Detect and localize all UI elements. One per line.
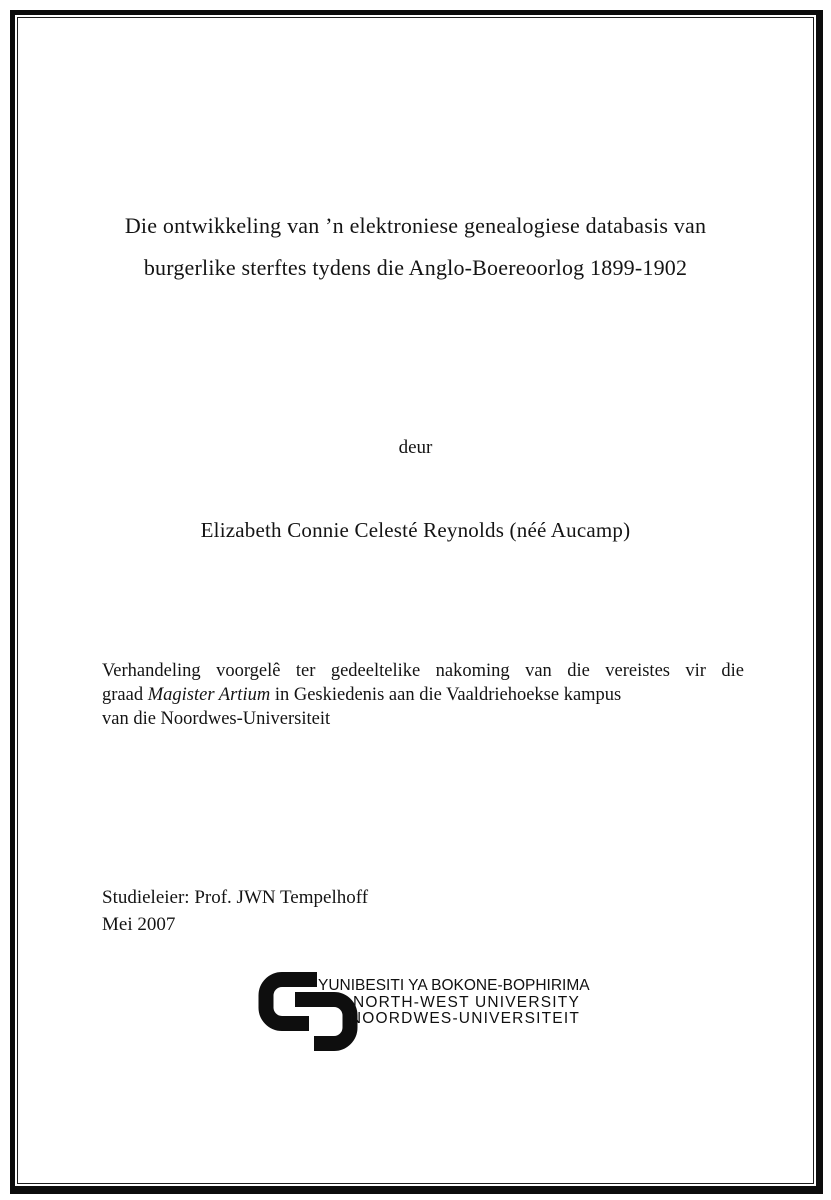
- declaration-line-2-post: in Geskiedenis aan die Vaaldriehoekse kampus: [270, 685, 622, 705]
- thesis-title: [60, 205, 771, 289]
- thesis-title-line-1: Die ontwikkeling van ’n elektroniese genealogiese databasis van: [124, 213, 707, 238]
- logo-line-english: NORTH-WEST UNIVERSITY: [352, 993, 580, 1011]
- university-logo-text: [318, 971, 590, 1028]
- author-name: Elizabeth Connie Celesté Reynolds (néé Aucamp): [200, 518, 631, 542]
- declaration-line-3: van die Noordwes-Universiteit: [102, 709, 331, 729]
- supervisor-line: Studieleier: Prof. JWN Tempelhoff: [102, 887, 369, 908]
- logo-line-afrikaans: NOORDWES-UNIVERSITEIT: [349, 1010, 580, 1027]
- supervisor-block: [102, 884, 368, 938]
- thesis-title-line-2: burgerlike sterftes tydens die Anglo-Boereoorlog 1899-1902: [143, 255, 688, 280]
- degree-declaration: [102, 659, 744, 731]
- declaration-line-1: Verhandeling voorgelê ter gedeeltelike nakoming van die vereistes vir die: [102, 661, 744, 681]
- declaration-line-2: [102, 683, 744, 707]
- byline-label: deur: [398, 437, 433, 458]
- university-logo: [257, 971, 590, 1052]
- degree-name-italic: Magister Artium: [147, 685, 271, 705]
- date-line: Mei 2007: [102, 914, 176, 935]
- logo-line-setswana: YUNIBESITI YA BOKONE-BOPHIRIMA: [318, 977, 590, 994]
- declaration-line-2-pre: graad: [102, 685, 148, 705]
